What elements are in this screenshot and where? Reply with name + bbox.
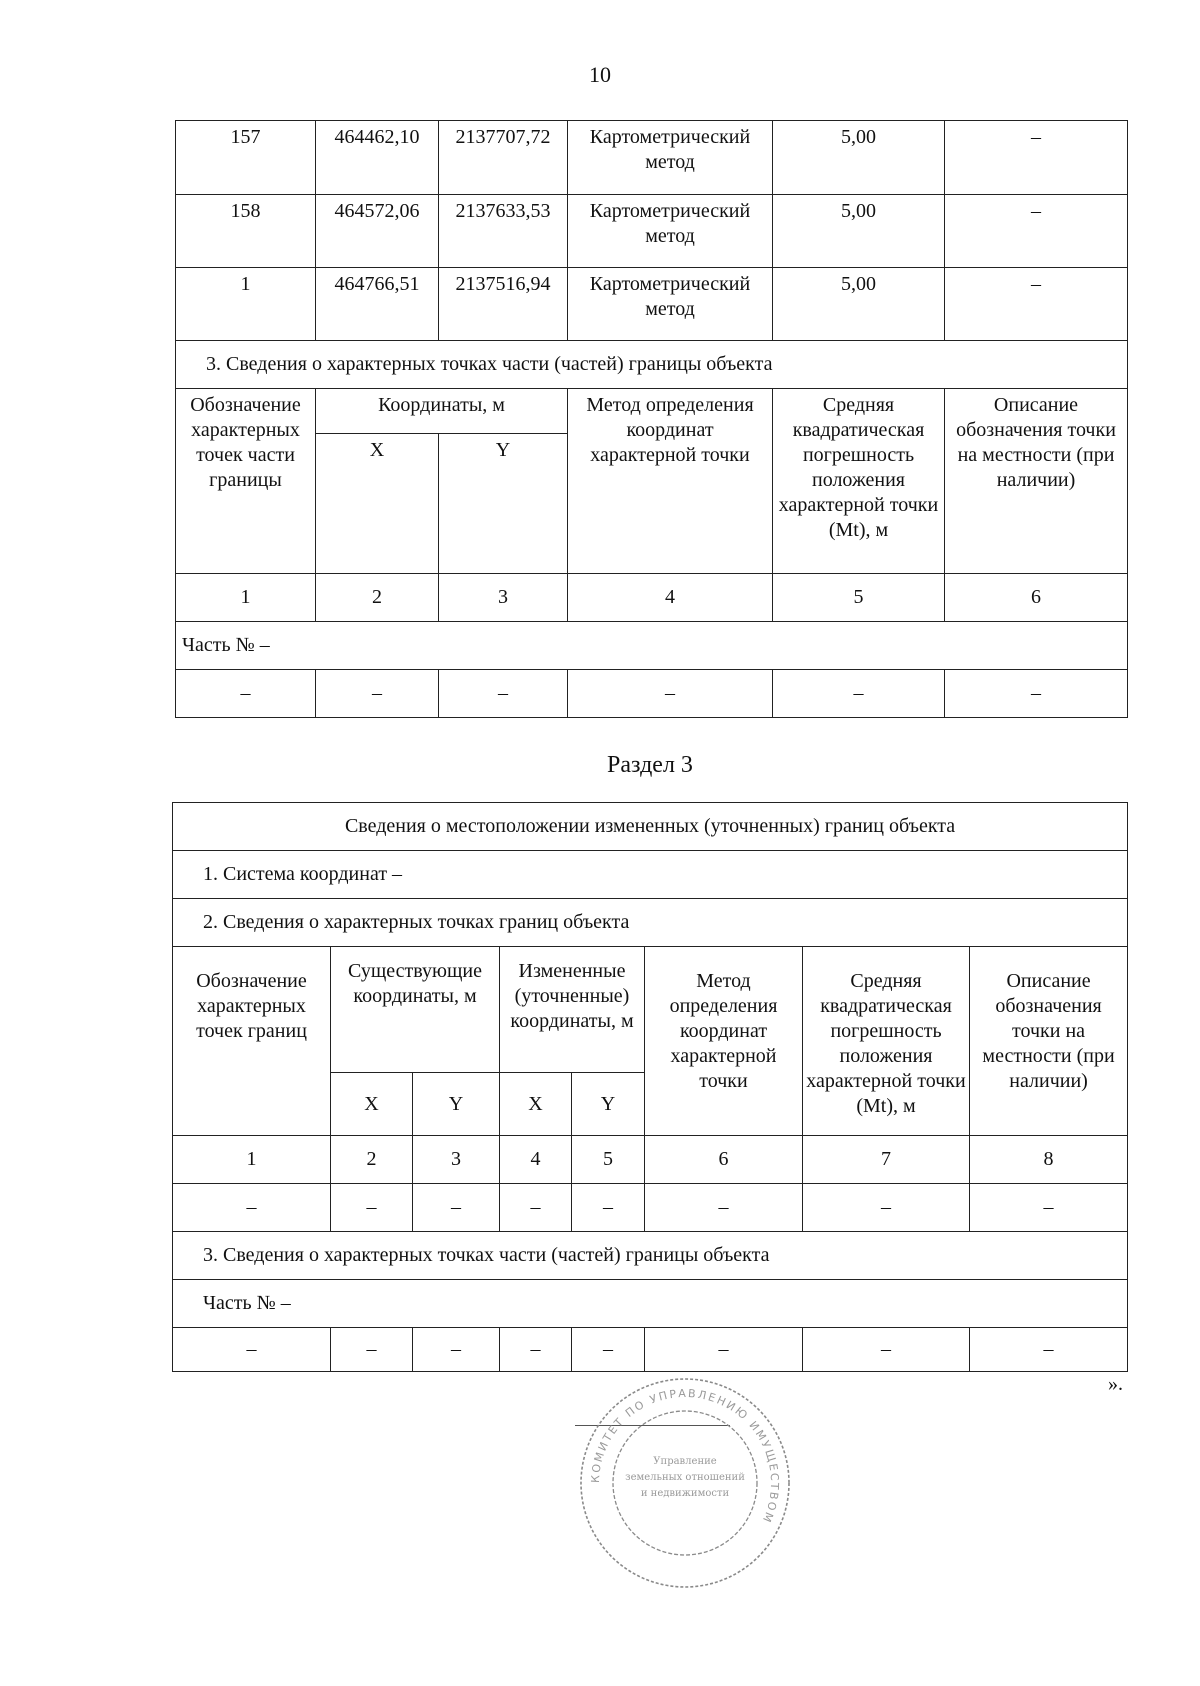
stamp-seal-icon — [570, 1368, 800, 1598]
description: – — [945, 121, 1128, 195]
changed-boundaries-table — [172, 802, 1128, 1372]
table-row — [173, 1328, 1128, 1372]
empty-cell: – — [413, 1184, 500, 1232]
empty-cell: – — [645, 1184, 803, 1232]
header-changed-coords: Измененные (уточненные) координаты, м — [500, 947, 645, 1073]
header-x-changed: X — [500, 1073, 572, 1136]
point-id: 157 — [176, 121, 316, 195]
header-method: Метод определения координат характерной точки — [645, 947, 803, 1136]
coord-y: 2137633,53 — [439, 195, 568, 268]
coord-y: 2137516,94 — [439, 268, 568, 341]
empty-cell: – — [803, 1184, 970, 1232]
empty-cell: – — [173, 1328, 331, 1372]
table-row — [173, 1184, 1128, 1232]
column-number: 4 — [568, 574, 773, 622]
mt-value: 5,00 — [773, 121, 945, 195]
header-x-existing: X — [331, 1073, 413, 1136]
column-number: 1 — [176, 574, 316, 622]
header-point: Обозначение характерных точек границ — [173, 947, 331, 1136]
empty-cell: – — [500, 1328, 572, 1372]
header-mt: Средняя квадратическая погрешность положения характерной точки (Mt), м — [773, 389, 945, 574]
column-number: 4 — [500, 1136, 572, 1184]
header-y-existing: Y — [413, 1073, 500, 1136]
point-id: 158 — [176, 195, 316, 268]
header-coords: Координаты, м — [316, 389, 568, 434]
section-title: Раздел 3 — [607, 752, 693, 778]
column-number: 7 — [803, 1136, 970, 1184]
method: Картометрический метод — [568, 268, 773, 341]
column-number: 2 — [316, 574, 439, 622]
empty-cell: – — [568, 670, 773, 718]
column-number: 3 — [439, 574, 568, 622]
point-id: 1 — [176, 268, 316, 341]
table-row — [176, 670, 1128, 718]
empty-cell: – — [572, 1328, 645, 1372]
column-number: 2 — [331, 1136, 413, 1184]
column-numbers-row — [173, 1136, 1128, 1184]
empty-cell: – — [173, 1184, 331, 1232]
coordinate-system: 1. Система координат – — [173, 851, 1128, 899]
empty-cell: – — [331, 1184, 413, 1232]
empty-cell: – — [331, 1328, 413, 1372]
column-number: 5 — [572, 1136, 645, 1184]
page-number: 10 — [589, 62, 611, 87]
table-title: Сведения о местоположении измененных (уточненных) границ объекта — [173, 803, 1128, 851]
empty-cell: – — [413, 1328, 500, 1372]
empty-cell: – — [572, 1184, 645, 1232]
column-number: 6 — [945, 574, 1128, 622]
part-label: Часть № – — [176, 622, 1128, 670]
column-number: 3 — [413, 1136, 500, 1184]
header-description: Описание обозначения точки на местности (при наличии) — [970, 947, 1128, 1136]
empty-cell: – — [645, 1328, 803, 1372]
empty-cell: – — [773, 670, 945, 718]
header-y: Y — [439, 434, 568, 574]
empty-cell: – — [803, 1328, 970, 1372]
column-number: 8 — [970, 1136, 1128, 1184]
stamp-ring-text: КОМИТЕТ ПО УПРАВЛЕНИЮ ИМУЩЕСТВОМ — [588, 1386, 782, 1526]
column-numbers-row — [176, 574, 1128, 622]
header-existing-coords: Существующие координаты, м — [331, 947, 500, 1073]
stamp-center-text: Управление земельных отношений и недвижимости — [625, 1456, 745, 1499]
mt-value: 5,00 — [773, 195, 945, 268]
method: Картометрический метод — [568, 195, 773, 268]
boundary-points-table-continued — [175, 120, 1128, 718]
part-label: Часть № – — [173, 1280, 1128, 1328]
table-row — [176, 195, 1128, 268]
table-row — [176, 121, 1128, 195]
empty-cell: – — [500, 1184, 572, 1232]
empty-cell: – — [970, 1184, 1128, 1232]
part-points-section-title: 3. Сведения о характерных точках части (частей) границы объекта — [173, 1232, 1128, 1280]
header-description: Описание обозначения точки на местности (при наличии) — [945, 389, 1128, 574]
header-method: Метод определения координат характерной точки — [568, 389, 773, 574]
column-number: 1 — [173, 1136, 331, 1184]
empty-cell: – — [316, 670, 439, 718]
empty-cell: – — [439, 670, 568, 718]
closing-quote: ». — [1108, 1373, 1123, 1395]
column-number: 6 — [645, 1136, 803, 1184]
empty-cell: – — [945, 670, 1128, 718]
empty-cell: – — [176, 670, 316, 718]
header-mt: Средняя квадратическая погрешность положения характерной точки (Mt), м — [803, 947, 970, 1136]
coord-x: 464462,10 — [316, 121, 439, 195]
empty-cell: – — [970, 1328, 1128, 1372]
table-row — [176, 268, 1128, 341]
coord-x: 464572,06 — [316, 195, 439, 268]
header-point: Обозначение характерных точек части границы — [176, 389, 316, 574]
header-x: X — [316, 434, 439, 574]
points-section-title: 2. Сведения о характерных точках границ объекта — [173, 899, 1128, 947]
coord-y: 2137707,72 — [439, 121, 568, 195]
part-points-section-title: 3. Сведения о характерных точках части (частей) границы объекта — [176, 341, 1128, 389]
header-y-changed: Y — [572, 1073, 645, 1136]
coord-x: 464766,51 — [316, 268, 439, 341]
column-number: 5 — [773, 574, 945, 622]
description: – — [945, 268, 1128, 341]
description: – — [945, 195, 1128, 268]
official-stamp — [570, 1368, 800, 1598]
method: Картометрический метод — [568, 121, 773, 195]
mt-value: 5,00 — [773, 268, 945, 341]
